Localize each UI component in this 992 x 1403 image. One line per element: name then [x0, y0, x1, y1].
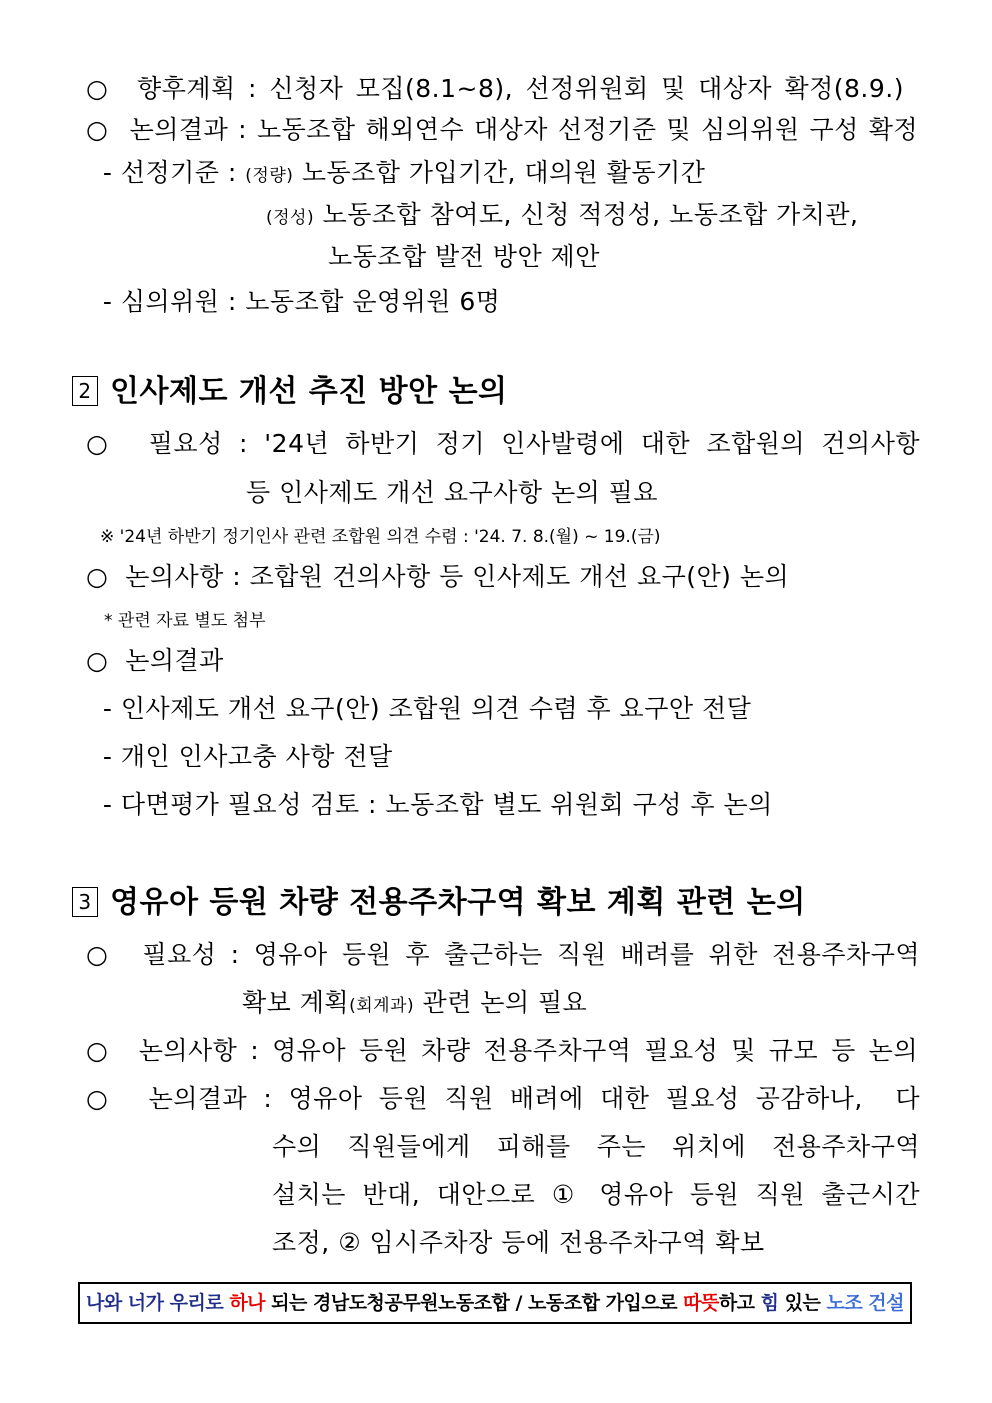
result-line: ○ 논의결과 : 노동조합 해외연수 대상자 선정기준 및 심의위원 구성 확정: [86, 115, 918, 144]
section2-result1: - 인사제도 개선 요구(안) 조합원 의견 수렴 후 요구안 전달: [86, 694, 752, 723]
slogan-seg3: 되는 경남도청공무원노동조합 / 노동조합 가입으로: [265, 1292, 684, 1314]
criteria-lead: - 선정기준 :: [86, 158, 246, 187]
criteria-quant-tag: (정량): [245, 166, 294, 186]
section2-note1: ※ '24년 하반기 정기인사 관련 조합원 의견 수렴 : '24. 7. 8.(월) ~ 19.(금): [100, 527, 661, 547]
slogan-seg2: 하나: [229, 1292, 266, 1314]
section3-heading: [72, 883, 806, 923]
section3-need-line2-a: 확보 계획: [242, 988, 350, 1017]
plan-line: ○ 향후계획 : 신청자 모집(8.1~8), 선정위원회 및 대상자 확정(8.9.): [86, 74, 904, 103]
criteria-qual-text: 노동조합 참여도, 신청 적정성, 노동조합 가치관,: [314, 200, 859, 229]
section3-result-line1: ○ 논의결과 : 영유아 등원 직원 배려에 대한 필요성 공감하나, 다: [86, 1084, 920, 1113]
committee-line: - 심의위원 : 노동조합 운영위원 6명: [86, 287, 501, 316]
section3-title: 영유아 등원 차량 전용주차구역 확보 계획 관련 논의: [110, 885, 806, 920]
criteria-line: [86, 156, 705, 193]
section2-result2: - 개인 인사고충 사항 전달: [86, 742, 393, 771]
section2-agenda: ○ 논의사항 : 조합원 건의사항 등 인사제도 개선 요구(안) 논의: [86, 562, 790, 591]
slogan-seg4: 따뜻: [683, 1292, 719, 1314]
section2-need-line2: 등 인사제도 개선 요구사항 논의 필요: [246, 478, 658, 507]
section3-need-line2-b: 관련 논의 필요: [414, 988, 588, 1017]
slogan-seg7: 있는: [778, 1292, 827, 1314]
section2-heading: [72, 372, 508, 412]
criteria-qual-tag: (정성): [266, 208, 315, 228]
section2-need-line1: ○ 필요성 : '24년 하반기 정기 인사발령에 대한 조합원의 건의사항: [86, 429, 920, 458]
section2-title: 인사제도 개선 추진 방안 논의: [110, 374, 508, 409]
slogan-seg5: 하고: [718, 1292, 761, 1314]
footer-slogan: [78, 1282, 912, 1324]
section3-result-line4: 조정, ② 임시주차장 등에 전용주차구역 확보: [272, 1228, 765, 1257]
criteria-qual-cont: 노동조합 발전 방안 제안: [328, 242, 600, 271]
criteria-qual-line: [266, 198, 922, 235]
section3-result-line2: 수의 직원들에게 피해를 주는 위치에 전용주차구역: [272, 1132, 920, 1161]
slogan-seg8: 노조 건설: [826, 1292, 904, 1314]
slogan-seg6: 힘: [760, 1292, 779, 1314]
section3-result-line3: 설치는 반대, 대안으로 ① 영유아 등원 직원 출근시간: [272, 1180, 920, 1209]
section2-number-box: 2: [72, 376, 98, 406]
section3-agenda: ○ 논의사항 : 영유아 등원 차량 전용주차구역 필요성 및 규모 등 논의: [86, 1036, 918, 1065]
section3-need-line2: [242, 986, 587, 1023]
section2-result3: - 다면평가 필요성 검토 : 노동조합 별도 위원회 구성 후 논의: [86, 790, 773, 819]
section2-result-head: ○ 논의결과: [86, 646, 224, 675]
section2-note2: * 관련 자료 별도 첨부: [104, 611, 266, 631]
section3-need-line2-tag: (회계과): [349, 996, 415, 1016]
section3-number-box: 3: [72, 887, 98, 917]
section3-need-line1: ○ 필요성 : 영유아 등원 후 출근하는 직원 배려를 위한 전용주차구역: [86, 940, 920, 969]
slogan-seg1: 나와 너가 우리로: [85, 1292, 230, 1314]
criteria-quant-text: 노동조합 가입기간, 대의원 활동기간: [293, 158, 706, 187]
